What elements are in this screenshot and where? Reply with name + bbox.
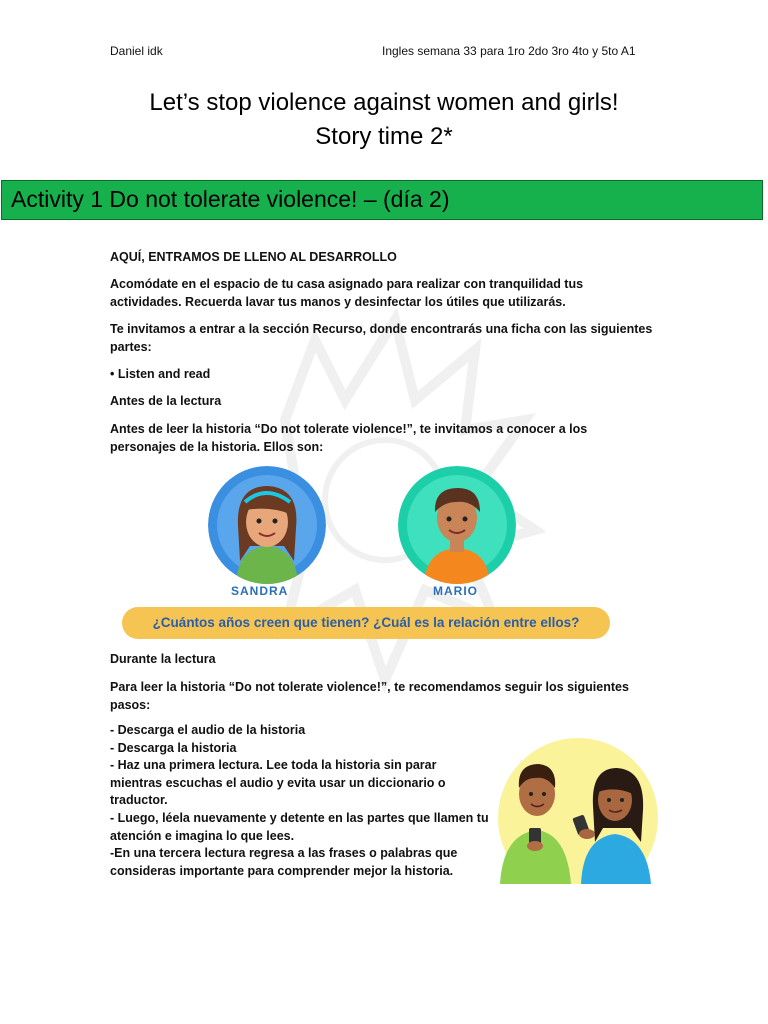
question-banner: ¿Cuántos años creen que tienen? ¿Cuál es la relación entre ellos? [122, 607, 610, 639]
mario-label: MARIO [433, 584, 478, 598]
list-item: -En una tercera lectura regresa a las frases o palabras que consideras importante para comprender mejor la historia. [110, 846, 458, 878]
paragraph-prepare: Acomódate en el espacio de tu casa asignado para realizar con tranquilidad tus actividades. Recuerda lavar tus manos y desinfectar los útiles que utilizarás. [110, 277, 584, 309]
section-heading: AQUÍ, ENTRAMOS DE LLENO AL DESARROLLO [110, 250, 397, 264]
mario-avatar [398, 466, 516, 584]
list-item: - Haz una primera lectura. Lee toda la historia sin parar mientras escuchas el audio y evita usar un diccionario o traductor. [110, 758, 446, 808]
title-line-2: Story time 2* [315, 123, 453, 150]
before-reading-heading: Antes de la lectura [110, 394, 222, 408]
activity-banner [1, 180, 763, 220]
list-item: - Descarga el audio de la historia [110, 723, 306, 737]
bullet-listen-read: • Listen and read [110, 367, 211, 381]
paragraph-characters: Antes de leer la historia “Do not tolerate violence!”, te invitamos a conocer a los personajes de la historia. Ellos son: [110, 422, 588, 454]
sandra-avatar [208, 466, 326, 584]
author-name: Daniel idk [110, 44, 163, 58]
list-item: - Luego, léela nuevamente y detente en las partes que llamen tu atención e imagina lo que lees. [110, 810, 489, 843]
page-title [0, 86, 768, 154]
course-label: Ingles semana 33 para 1ro 2do 3ro 4to y 5to A1 [382, 44, 636, 58]
steps-list [110, 722, 490, 880]
list-item: - Descarga la historia [110, 740, 237, 755]
title-line-1: Let’s stop violence against women and girls! [149, 89, 619, 116]
during-reading-heading: Durante la lectura [110, 652, 216, 666]
activity-banner-text: Activity 1 Do not tolerate violence! – (día 2) [11, 186, 450, 212]
sandra-label: SANDRA [231, 584, 289, 598]
readers-illustration [495, 738, 661, 884]
paragraph-steps-intro: Para leer la historia “Do not tolerate violence!”, te recomendamos seguir los siguientes pasos: [110, 680, 629, 712]
paragraph-resource: Te invitamos a entrar a la sección Recurso, donde encontrarás una ficha con las siguientes partes: [110, 322, 653, 354]
